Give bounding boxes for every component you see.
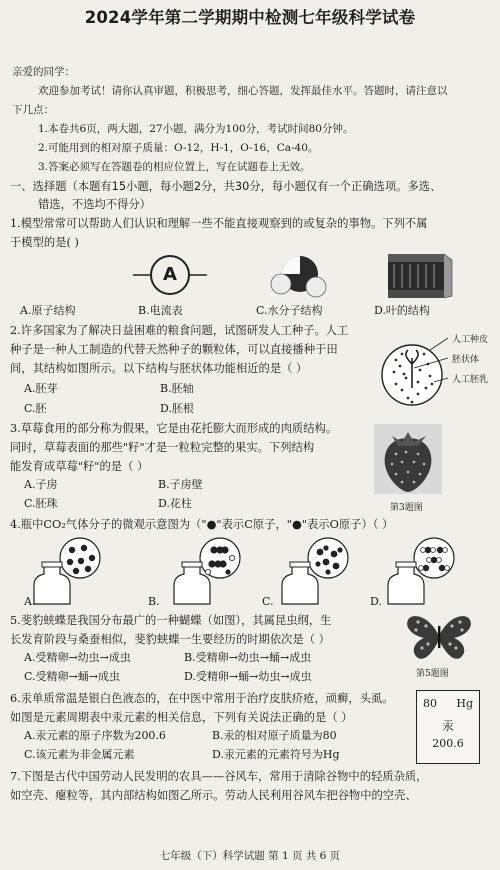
q2-stem-line-3: 间，其结构如图所示。以下结构与胚状体功能相近的是（ ） [10,362,308,375]
q4-option-a: A. [24,595,36,608]
q2-option-c: C.胚 [24,402,47,415]
q2-stem-line-2: 种子是一种人工制造的代替天然种子的颗粒体，可以直接播种于田 [10,343,338,356]
section-heading-line-2: 错选，不选均不得分） [38,198,151,211]
q3-stem-line-3: 能发育成草莓"籽"的是（ ） [10,460,149,473]
q2-stem-line-1: 2.许多国家为了解决日益困难的粮食问题，试图研发人工种子。人工 [10,324,349,337]
greeting: 亲爱的同学： [12,66,75,78]
intro-item-3: 3.答案必须写在答题卷的相应位置上，写在试题卷上无效。 [38,161,311,173]
q7-stem-line-1: 7.下图是古代中国劳动人民发明的农具——谷风车，常用于清除谷物中的轻质杂质， [10,770,428,783]
q7-stem-line-2: 如空壳、瘪粒等，其内部结构如图乙所示。劳动人民利用谷风车把谷物中的空壳、 [10,789,417,802]
q4-option-c: C. [262,595,274,608]
element-atomic-mass: 200.6 [432,737,464,750]
q5-figure-caption: 第5题图 [416,669,449,679]
q1-option-b: B.电流表 [138,304,183,317]
q4-option-b: B. [148,595,160,608]
bottle-d-figure [388,536,458,606]
leaf-structure-figure [382,250,454,302]
q1-option-a: A.原子结构 [20,304,76,317]
q3-stem-line-1: 3.草莓食用的部分称为假果，它是由花托膨大而形成的肉质结构。 [10,422,338,435]
q3-option-a: A.子房 [24,478,58,491]
seed-label-endosperm: 人工胚乳 [452,375,489,385]
q6-option-b: B.汞的相对原子质量为80 [212,729,337,742]
q5-option-c: C.受精卵→蛹→成虫 [24,670,120,683]
q3-stem-line-2: 同时，草莓表面的那些"籽"才是一粒粒完整的果实。下列结构 [10,441,315,454]
element-card-mercury [416,690,480,764]
q1-stem-line-1: 1.模型常常可以帮助人们认识和理解一些不能直接观察到的或复杂的事物。下列不属 [10,217,428,230]
q2-option-a: A.胚芽 [24,382,58,395]
q3-figure-caption: 第3题图 [390,503,423,513]
q3-option-d: D.花柱 [158,497,192,510]
q3-option-b: B.子房壁 [158,478,203,491]
water-molecule-figure [268,252,328,302]
q5-stem-line-1: 5.斐豹蛱蝶是我国分布最广的一种蝴蝶（如图），其属昆虫纲，生 [10,614,332,627]
q2-option-b: B.胚轴 [160,382,194,395]
q4-stem: 4.瓶中CO₂气体分子的微观示意图为（"●"表示C原子，"●"表示O原子）（ ） [10,518,394,531]
intro-item-1: 1.本卷共6页，两大题，27小题，满分为100分，考试时间80分钟。 [38,123,354,135]
q6-stem-line-2: 如图是元素周期表中汞元素的相关信息，下列有关说法正确的是（ ） [10,711,353,724]
bottle-c-figure [282,536,352,606]
intro-line-2: 下几点： [12,104,54,116]
q5-stem-line-2: 长发育阶段与桑蚕相似，斐豹蛱蝶一生要经历的时期依次是（ ） [10,633,330,646]
q1-option-c: C.水分子结构 [256,304,323,317]
q3-option-c: C.胚珠 [24,497,58,510]
exam-title: 2024学年第二学期期中检测七年级科学试卷 [84,8,416,27]
element-symbol: Hg [456,697,473,710]
page-footer: 七年级（下）科学试题 第 1 页 共 6 页 [159,850,341,862]
seed-label-coat: 人工种皮 [452,335,489,345]
element-name: 汞 [441,719,454,733]
q6-option-d: D.汞元素的元素符号为Hg [212,748,340,761]
q6-option-a: A.汞元素的原子序数为200.6 [24,729,166,742]
q2-option-d: D.胚根 [160,402,194,415]
bottle-a-figure [34,536,104,606]
q5-option-d: D.受精卵→蛹→幼虫→成虫 [184,670,312,683]
q5-option-a: A.受精卵→幼虫→成虫 [24,651,131,664]
q4-option-d: D. [370,595,382,608]
q1-stem-line-2: 于模型的是( ) [10,236,79,249]
seed-label-embryoid: 胚状体 [452,355,480,365]
butterfly-figure [404,610,474,662]
strawberry-photo [374,424,442,494]
intro-item-2: 2.可能用到的相对原子质量：O-12，H-1，O-16，Ca-40。 [38,142,319,154]
intro-line-1: 欢迎参加考试！请你认真审题，积极思考，细心答题，发挥最佳水平。答题时，请注意以 [38,85,448,97]
bottle-b-figure [174,536,244,606]
ammeter-letter: A [163,264,177,285]
q6-option-c: C.该元素为非金属元素 [24,748,135,761]
element-atomic-number: 80 [423,697,437,710]
q6-stem-line-1: 6.汞单质常温是银白色液态的，在中医中常用于治疗皮肤疥疮，顽癣，头虱。 [10,692,394,705]
q5-option-b: B.受精卵→幼虫→蛹→成虫 [184,651,312,664]
artificial-seed-figure [382,330,452,420]
q1-option-d: D.叶的结构 [374,304,430,317]
section-heading-line-1: 一、选择题（本题有15小题，每小题2分，共30分，每小题仅有一个正确选项。多选、 [10,180,442,193]
